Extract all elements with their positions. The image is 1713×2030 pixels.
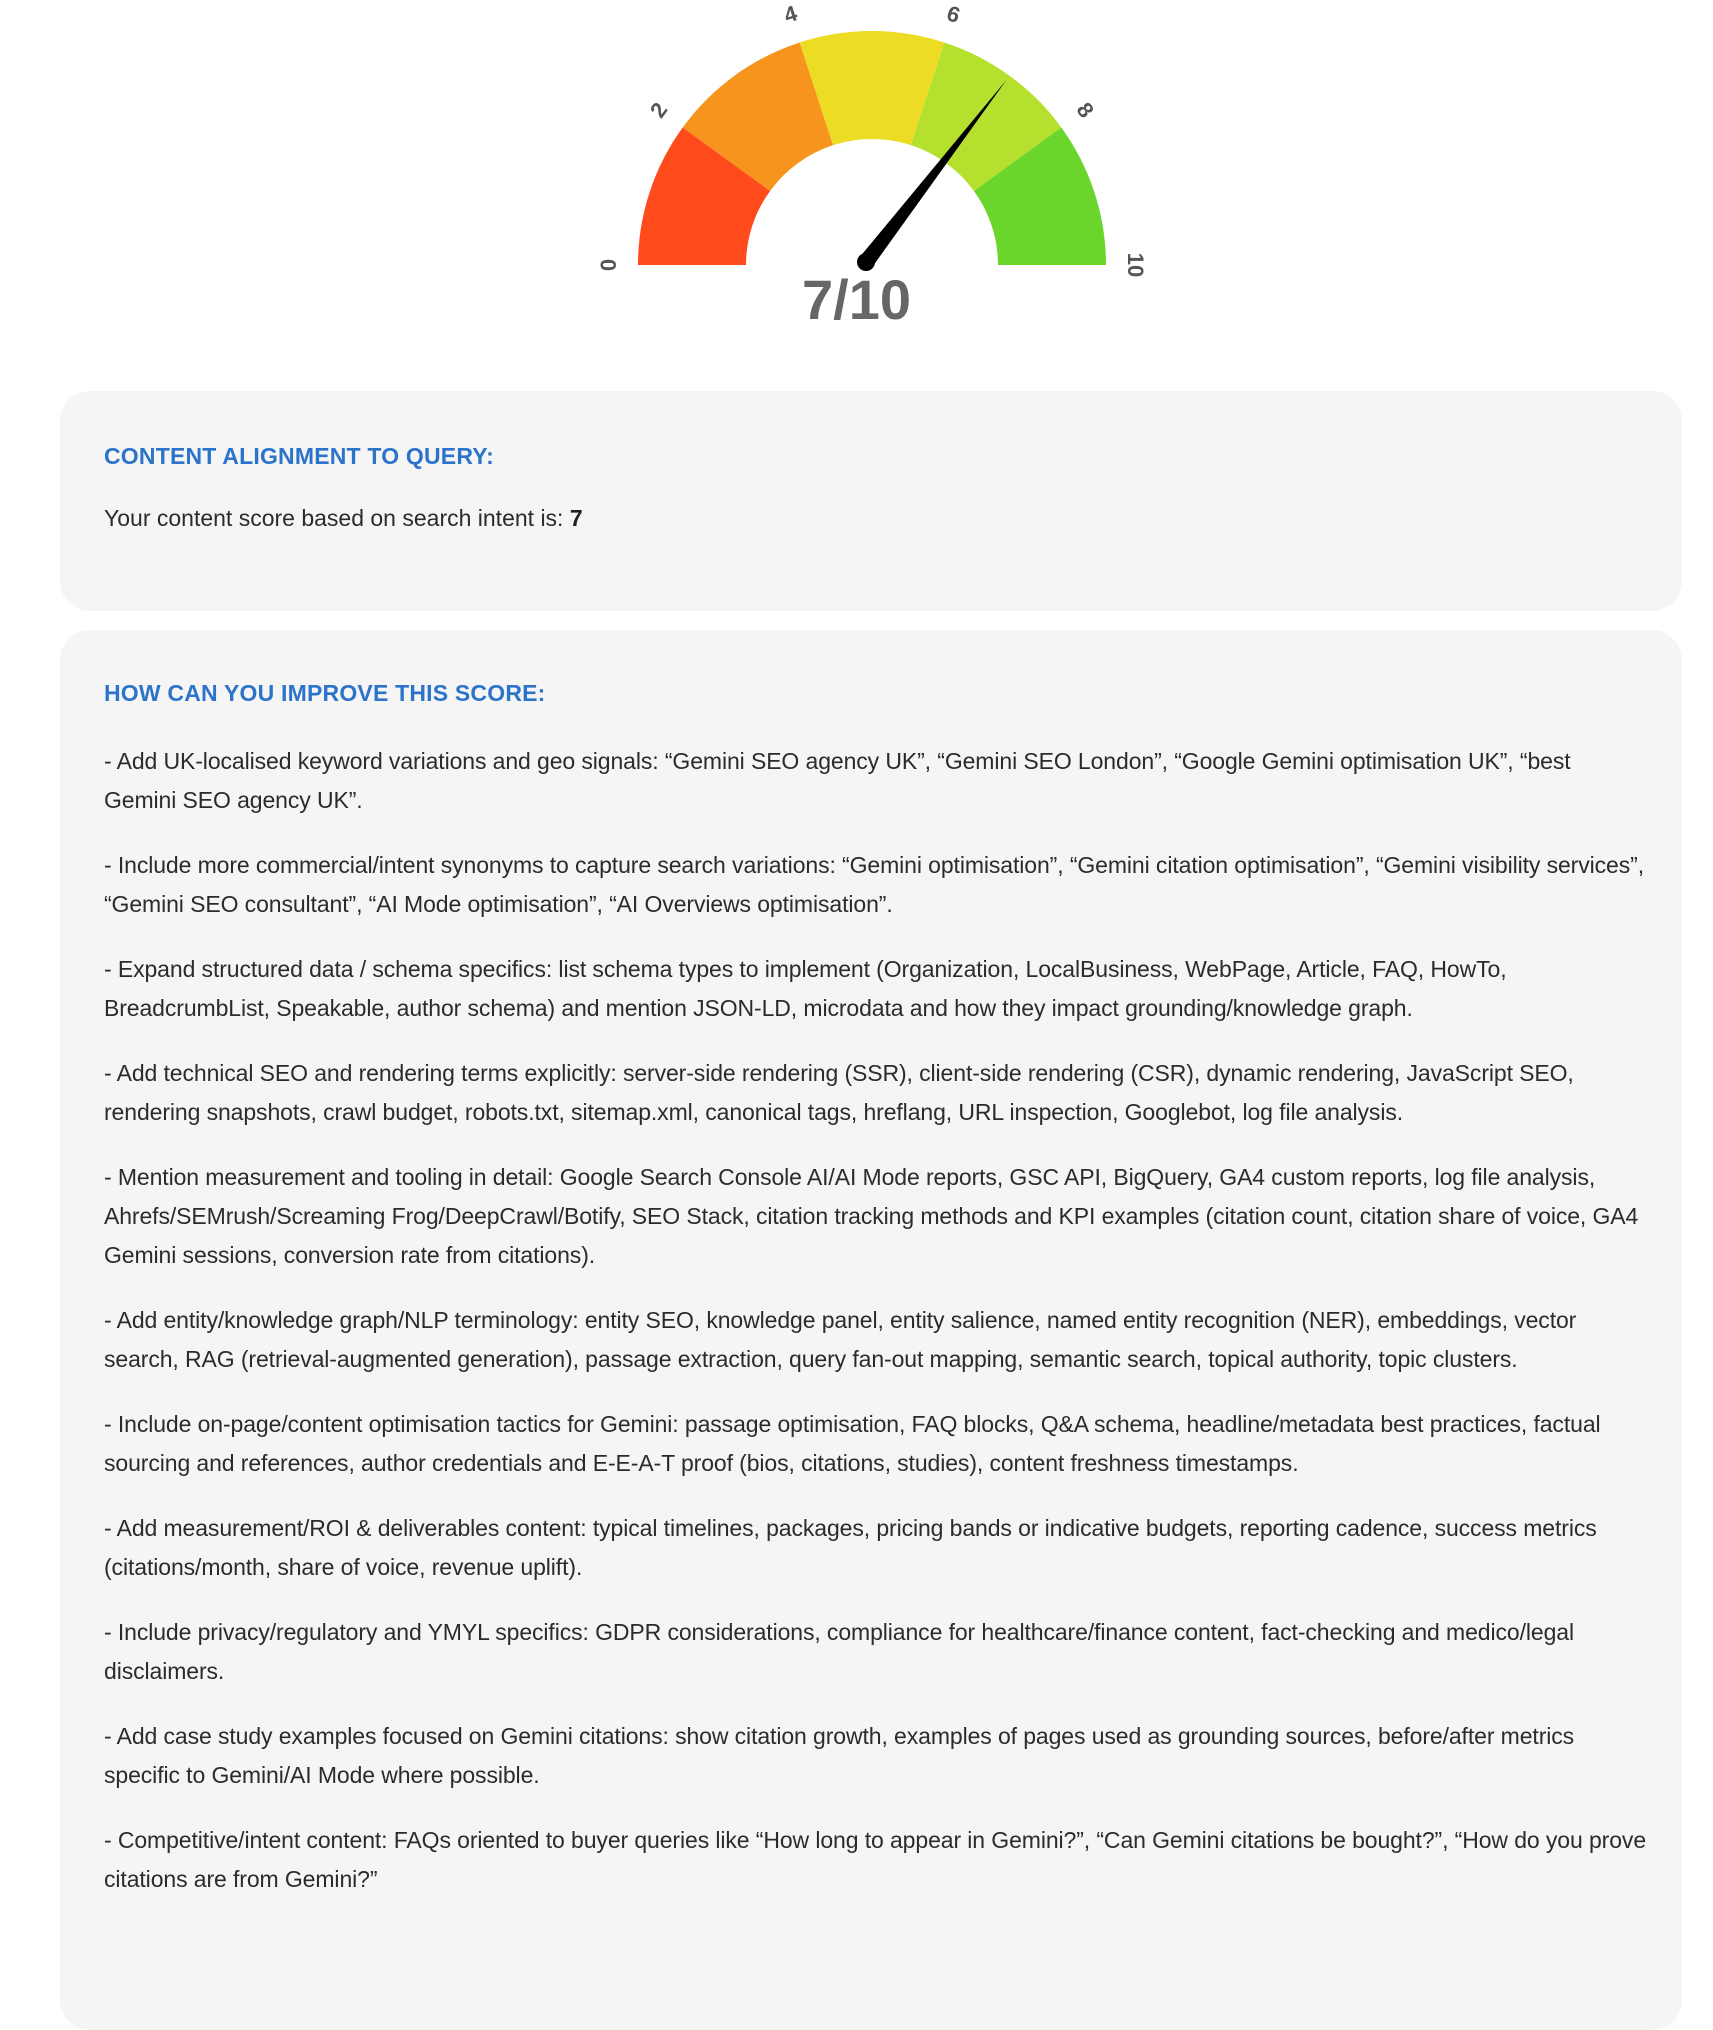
improvement-tips-list	[104, 742, 1649, 1925]
gauge-graphic	[0, 0, 1713, 300]
content-alignment-heading: CONTENT ALIGNMENT TO QUERY:	[104, 443, 494, 469]
improvement-tip: - Add UK-localised keyword variations and geo signals: “Gemini SEO agency UK”, “Gemini SEO London”, “Google Gemini optimisation UK”, “best Gemini SEO agency UK”.	[104, 748, 1571, 813]
gauge-tick-label: 4	[780, 0, 801, 28]
improvement-tip: - Add entity/knowledge graph/NLP terminology: entity SEO, knowledge panel, entity salience, named entity recognition (NER), embeddings, vector search, RAG (retrieval-augmented generation), passage extraction, query fan-out mapping, semantic search, topical authority, topic clusters.	[104, 1307, 1577, 1372]
content-alignment-card	[60, 391, 1682, 611]
score-gauge	[0, 0, 1713, 360]
gauge-tick-label: 2	[644, 97, 673, 123]
gauge-tick-label: 6	[943, 0, 964, 28]
improvement-tip: - Competitive/intent content: FAQs oriented to buyer queries like “How long to appear in Gemini?”, “Can Gemini citations be bought?”, “How do you prove citations are from Gemini?”	[104, 1827, 1647, 1892]
improvement-tip: - Add measurement/ROI & deliverables content: typical timelines, packages, pricing bands or indicative budgets, reporting cadence, success metrics (citations/month, share of voice, revenue uplift).	[104, 1515, 1597, 1580]
gauge-tick-label: 10	[1123, 252, 1149, 278]
improvement-tip: - Expand structured data / schema specifics: list schema types to implement (Organization, LocalBusiness, WebPage, Article, FAQ, HowTo, BreadcrumbList, Speakable, author schema) and mention JSON-LD, microdata and how they impact grounding/knowledge graph.	[104, 956, 1507, 1021]
improvement-tip: - Mention measurement and tooling in detail: Google Search Console AI/AI Mode reports, GSC API, BigQuery, GA4 custom reports, log file analysis, Ahrefs/SEMrush/Screaming Frog/DeepCrawl/Botify, SEO Stack, citation tracking methods and KPI examples (citation count, citation share of voice, GA4 Gemini sessions, conversion rate from citations).	[104, 1164, 1639, 1268]
gauge-tick-label: 0	[595, 258, 621, 272]
content-score-value: 7	[569, 505, 583, 531]
improvement-tip: - Include on-page/content optimisation tactics for Gemini: passage optimisation, FAQ blocks, Q&A schema, headline/metadata best practices, factual sourcing and references, author credentials and E-E-A-T proof (bios, citations, studies), content freshness timestamps.	[104, 1411, 1601, 1476]
improve-score-card	[60, 630, 1682, 2030]
improve-score-heading: HOW CAN YOU IMPROVE THIS SCORE:	[104, 680, 546, 706]
improvement-tip: - Include privacy/regulatory and YMYL specifics: GDPR considerations, compliance for healthcare/finance content, fact-checking and medico/legal disclaimers.	[104, 1619, 1574, 1684]
gauge-score-text: 7/10	[802, 268, 911, 331]
improvement-tip: - Add technical SEO and rendering terms explicitly: server-side rendering (SSR), client-side rendering (CSR), dynamic rendering, JavaScript SEO, rendering snapshots, crawl budget, robots.txt, sitemap.xml, canonical tags, hreflang, URL inspection, Googlebot, log file analysis.	[104, 1060, 1574, 1125]
content-score-line	[104, 505, 583, 532]
improvement-tip: - Include more commercial/intent synonyms to capture search variations: “Gemini optimisation”, “Gemini citation optimisation”, “Gemini visibility services”, “Gemini SEO consultant”, “AI Mode optimisation”, “AI Overviews optimisation”.	[104, 852, 1644, 917]
content-score-prefix: Your content score based on search intent is:	[104, 505, 570, 531]
gauge-tick-label: 8	[1071, 97, 1100, 123]
improvement-tip: - Add case study examples focused on Gemini citations: show citation growth, examples of pages used as grounding sources, before/after metrics specific to Gemini/AI Mode where possible.	[104, 1723, 1575, 1788]
